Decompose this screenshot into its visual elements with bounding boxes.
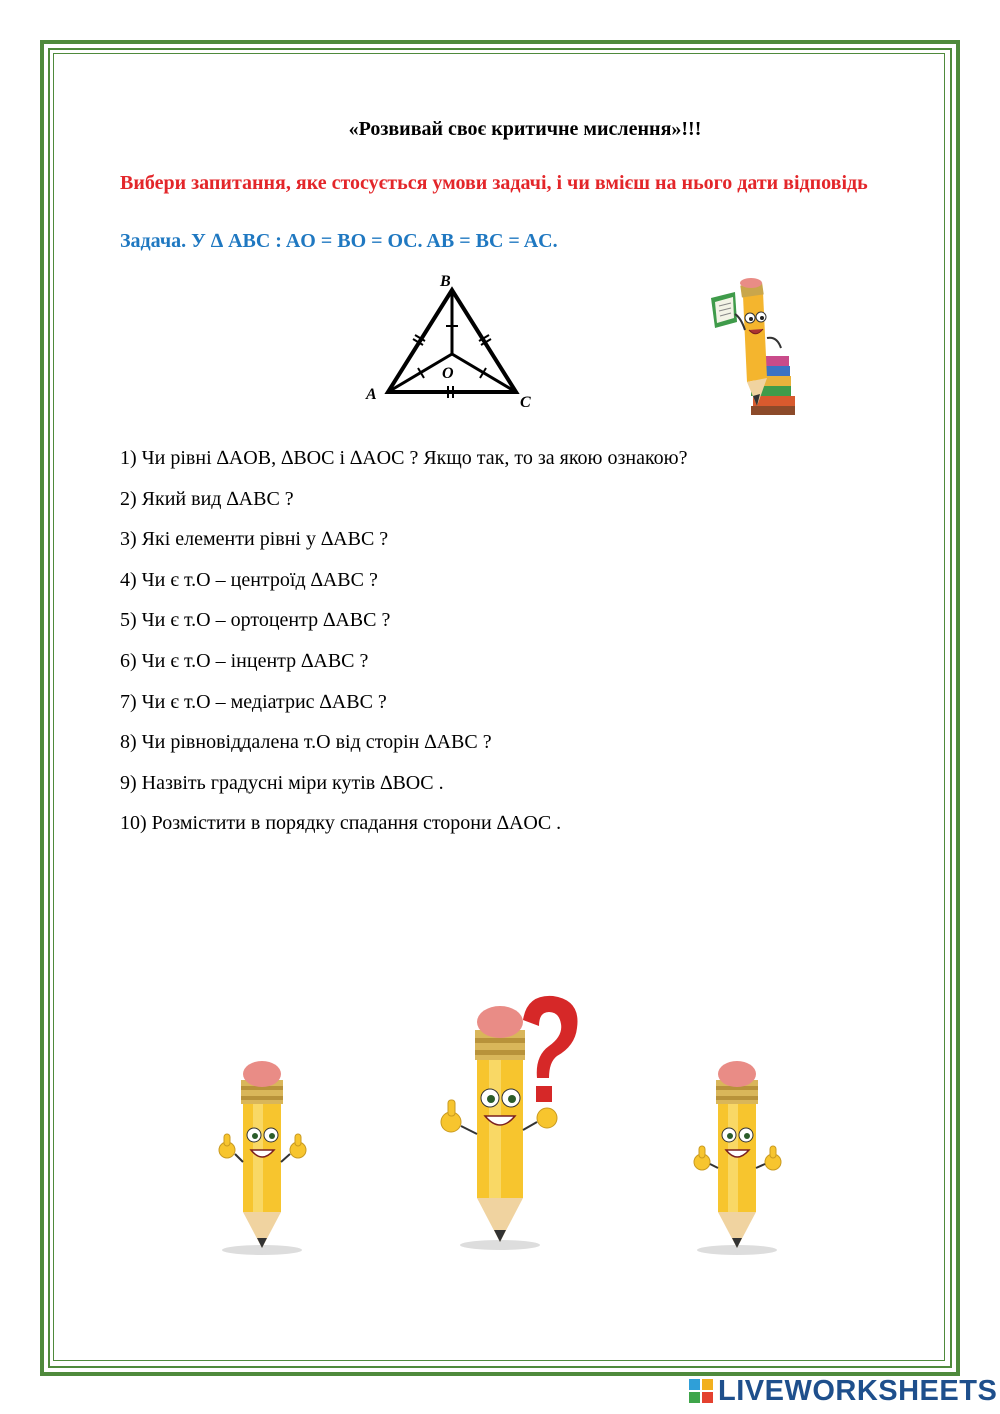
- task-statement: Задача. У ∆ ABC : AO = BO = OC. AB = BC = AC.: [120, 230, 558, 252]
- question-item-4: 4) Чи є т.О – центроїд ∆ABC ?: [120, 568, 378, 591]
- pencil-mascot-thumbs-right: [690, 1050, 785, 1260]
- pencil-reading-mascot: [705, 278, 800, 420]
- vertex-label-b: B: [440, 273, 451, 290]
- question-item-3: 3) Які елементи рівні у ∆ABC ?: [120, 528, 389, 551]
- center-label-o: O: [442, 365, 454, 382]
- liveworksheets-logo-icon: [688, 1378, 714, 1404]
- question-item-2: 2) Який вид ∆ABC ?: [120, 487, 294, 510]
- vertex-label-c: C: [520, 394, 531, 411]
- question-list: [120, 444, 687, 850]
- question-item-10: 10) Розмістити в порядку спадання сторони ∆AOC .: [120, 812, 562, 835]
- pencil-mascot-thumbs-left: [215, 1050, 310, 1260]
- question-item-9: 9) Назвіть градусні міри кутів ∆BOC .: [120, 771, 444, 794]
- vertex-label-a: A: [366, 386, 377, 403]
- question-item-6: 6) Чи є т.О – інцентр ∆ABC ?: [120, 649, 369, 672]
- question-item-1: 1) Чи рівні ∆AOB, ∆BOC і ∆AOC ? Якщо так, то за якою ознакою?: [120, 447, 688, 469]
- question-item-5: 5) Чи є т.О – ортоцентр ∆ABC ?: [120, 609, 391, 632]
- instruction-text: Вибери запитання, яке стосується умови задачі, і чи вмієш на нього дати відповідь: [120, 172, 868, 194]
- liveworksheets-brand: [688, 1374, 997, 1408]
- question-item-7: 7) Чи є т.О – медіатрис ∆ABC ?: [120, 690, 387, 713]
- worksheet-title: «Розвивай своє критичне мислення»!!!: [348, 118, 702, 140]
- question-item-8: 8) Чи рівновіддалена т.О від сторін ∆ABC ?: [120, 731, 492, 754]
- triangle-diagram: [360, 268, 550, 413]
- brand-name: LIVEWORKSHEETS: [718, 1374, 998, 1407]
- pencil-mascot-question: [435, 990, 580, 1252]
